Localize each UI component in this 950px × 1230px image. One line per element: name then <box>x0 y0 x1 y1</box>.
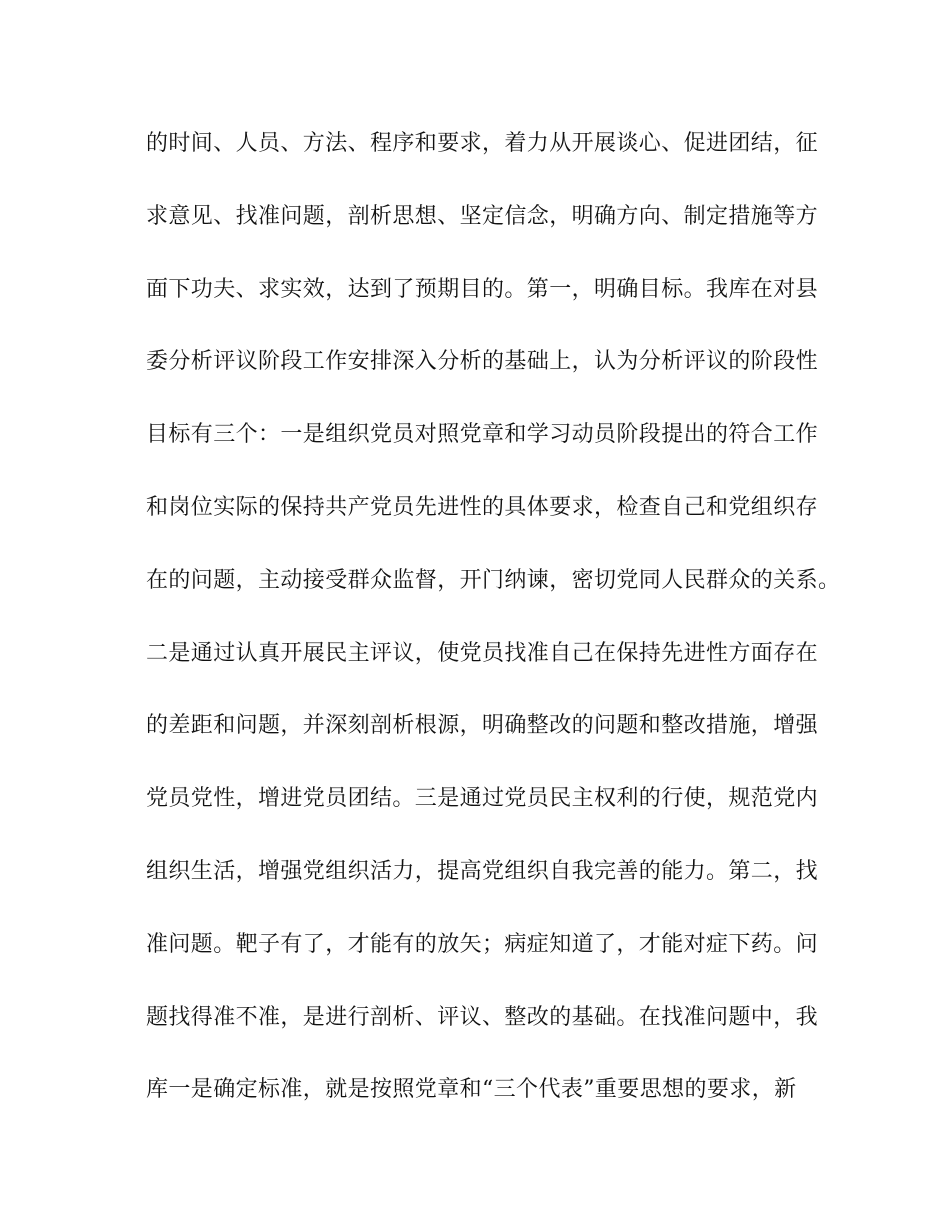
text-line-2: 求意见、找准问题，剖析思想、坚定信念，明确方向、制定措施等方 <box>146 203 819 229</box>
text-line-4: 委分析评议阶段工作安排深入分析的基础上，认为分析评议的阶段性 <box>146 349 819 375</box>
text-line-8: 二是通过认真开展民主评议，使党员找准自己在保持先进性方面存在 <box>146 640 819 666</box>
text-line-7: 在的问题，主动接受群众监督，开门纳谏，密切党同人民群众的关系。 <box>146 567 841 593</box>
text-line-12: 准问题。靶子有了，才能有的放矢；病症知道了，才能对症下药。问 <box>146 931 819 957</box>
text-line-9: 的差距和问题，并深刻剖析根源，明确整改的问题和整改措施，增强 <box>146 713 819 739</box>
body-text <box>146 122 841 1141</box>
text-line-6: 和岗位实际的保持共产党员先进性的具体要求，检查自己和党组织存 <box>146 494 819 520</box>
text-line-1: 的时间、人员、方法、程序和要求，着力从开展谈心、促进团结，征 <box>146 131 819 156</box>
text-line-5: 目标有三个：一是组织党员对照党章和学习动员阶段提出的符合工作 <box>146 422 819 448</box>
text-line-14: 库一是确定标准，就是按照党章和“三个代表”重要思想的要求，新 <box>146 1077 797 1103</box>
text-line-13: 题找得准不准，是进行剖析、评议、整改的基础。在找准问题中，我 <box>146 1004 819 1030</box>
text-line-11: 组织生活，增强党组织活力，提高党组织自我完善的能力。第二，找 <box>146 858 819 884</box>
text-line-3: 面下功夫、求实效，达到了预期目的。第一，明确目标。我库在对县 <box>146 276 819 302</box>
text-line-10: 党员党性，增进党员团结。三是通过党员民主权利的行使，规范党内 <box>146 786 819 812</box>
